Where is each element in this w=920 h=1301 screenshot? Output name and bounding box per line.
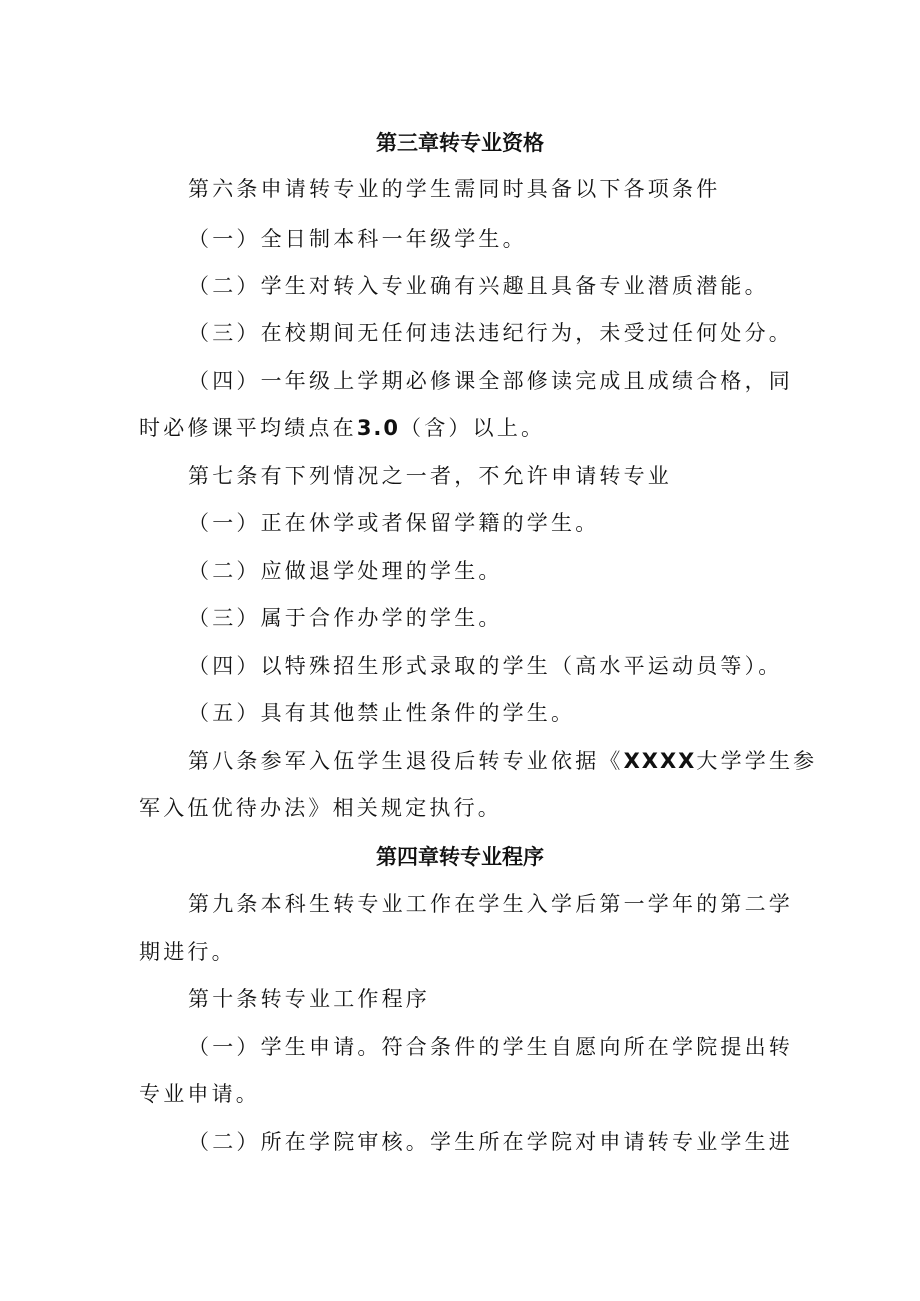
article-6-item-2: （二）学生对转入专业确有兴趣且具备专业潜质潜能。	[188, 274, 769, 298]
article-10-item-1-line-2: 专业申请。	[139, 1082, 260, 1106]
article-6-item-4-line-2	[139, 413, 545, 443]
article-9-line-1: 第九条本科生转专业工作在学生入学后第一学年的第二学	[188, 892, 793, 916]
chapter-3-title: 第三章转专业资格	[376, 131, 544, 155]
article-6-item-4-text-a: 时必修课平均绩点在	[139, 416, 357, 440]
article-8-line-1	[188, 746, 817, 776]
article-7-item-4: （四）以特殊招生形式录取的学生（高水平运动员等）。	[188, 654, 783, 678]
article-8-text-a: 第八条参军入伍学生退役后转专业依据《	[188, 749, 624, 773]
gpa-value: 3.0	[356, 416, 401, 440]
article-10-title: 第十条转专业工作程序	[188, 987, 430, 1011]
article-6-item-3: （三）在校期间无任何违法违纪行为，未受过任何处分。	[188, 321, 793, 345]
article-8-text-b: 大学学生参	[696, 749, 818, 773]
article-10-item-2-line-1: （二）所在学院审核。学生所在学院对申请转专业学生进	[188, 1130, 793, 1154]
article-6-title: 第六条申请转专业的学生需同时具备以下各项条件	[188, 177, 721, 201]
school-name-placeholder: XXXX	[623, 749, 697, 773]
article-6-item-4-line-1: （四）一年级上学期必修课全部修读完成且成绩合格，同	[188, 369, 793, 393]
article-7-item-2: （二）应做退学处理的学生。	[188, 559, 503, 583]
chapter-4-title: 第四章转专业程序	[376, 845, 544, 869]
article-6-item-1: （一）全日制本科一年级学生。	[188, 227, 527, 251]
article-8-line-2: 军入伍优待办法》相关规定执行。	[139, 796, 502, 820]
article-7-item-5: （五）具有其他禁止性条件的学生。	[188, 701, 576, 725]
article-7-title: 第七条有下列情况之一者，不允许申请转专业	[188, 464, 672, 488]
article-10-item-1-line-1: （一）学生申请。符合条件的学生自愿向所在学院提出转	[188, 1035, 793, 1059]
article-7-item-3: （三）属于合作办学的学生。	[188, 606, 503, 630]
article-6-item-4-text-b: （含）以上。	[400, 416, 546, 440]
article-7-item-1: （一）正在休学或者保留学籍的学生。	[188, 511, 600, 535]
article-9-line-2: 期进行。	[139, 940, 236, 964]
